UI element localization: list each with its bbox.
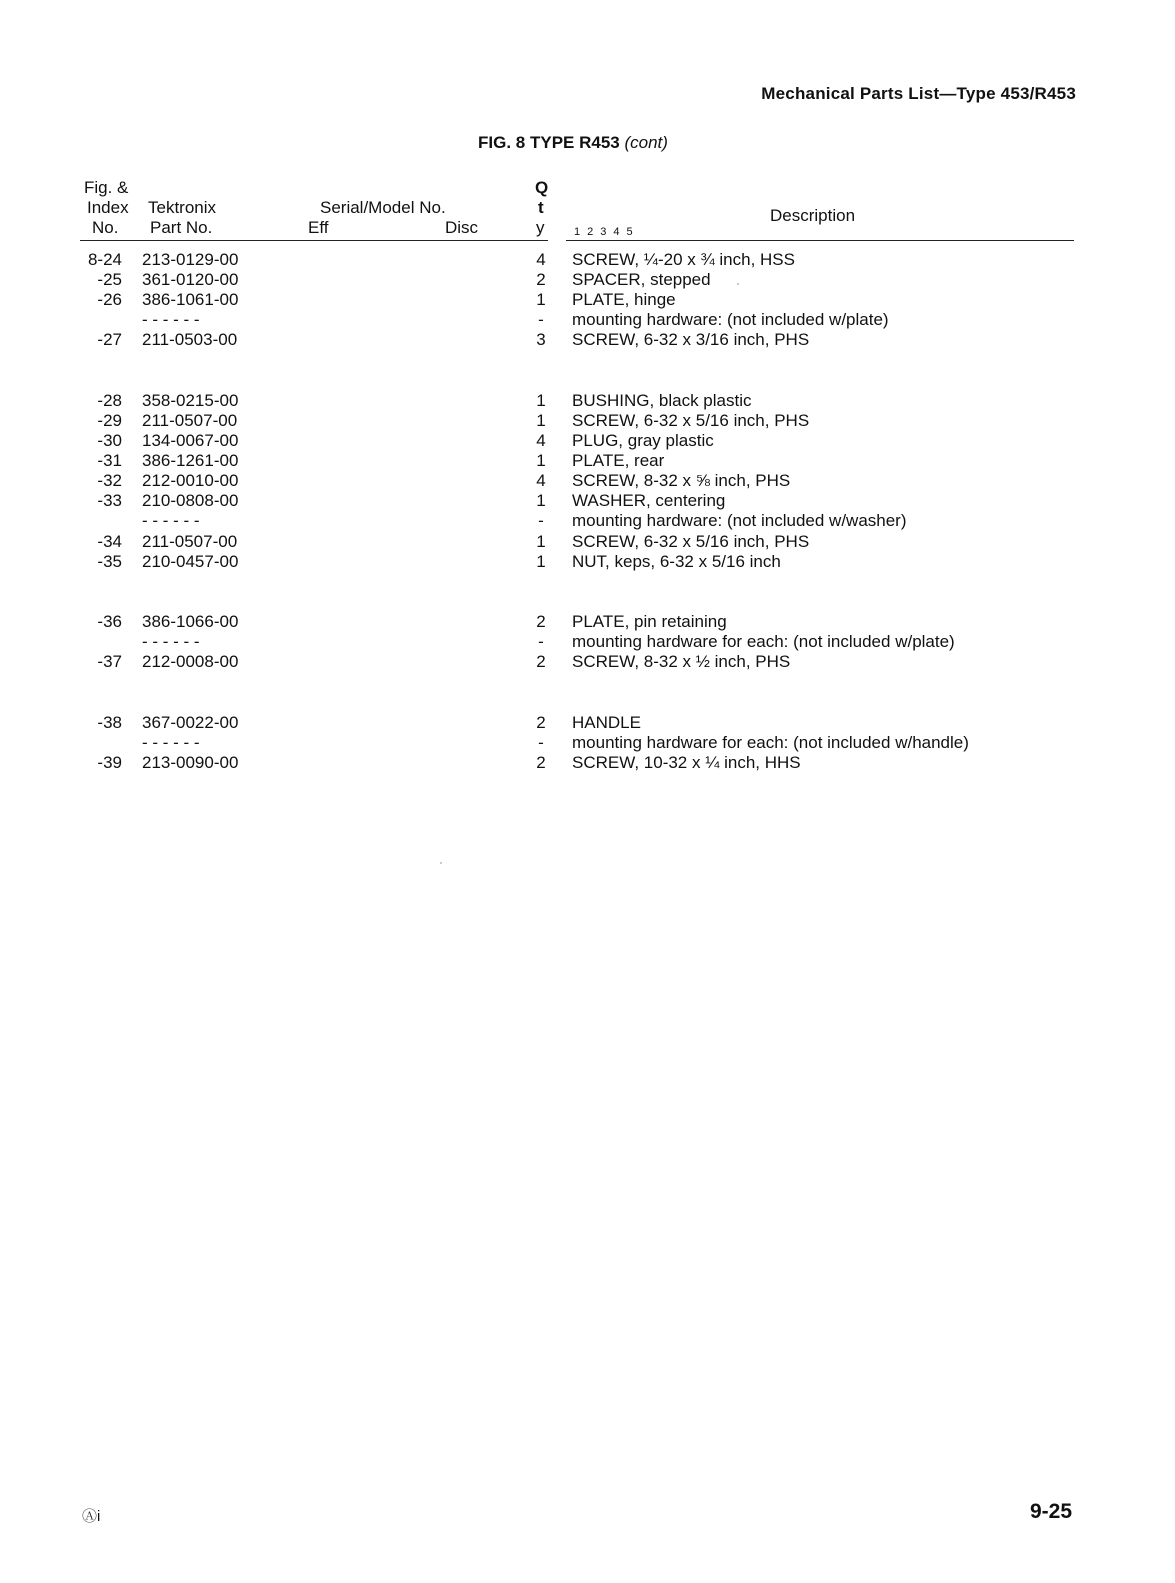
header-disc: Disc: [445, 218, 479, 237]
quantity: 2: [536, 713, 546, 732]
footer-mark: Ⓐi: [82, 1508, 101, 1525]
header-rule-right: [566, 240, 1074, 241]
table-row: [0, 391, 1175, 411]
description: SCREW, 10-32 x ¼ inch, HHS: [572, 753, 801, 772]
table-row: [0, 713, 1175, 733]
part-number: 386-1066-00: [142, 612, 239, 631]
table-row: [0, 632, 1175, 652]
header-serial-model: Serial/Model No.: [320, 198, 446, 217]
index-number: -33: [97, 491, 122, 510]
quantity: 1: [536, 532, 546, 551]
index-number: -27: [97, 330, 122, 349]
scan-speck: [440, 862, 442, 864]
index-number: 8-24: [87, 250, 122, 269]
header-no: No.: [92, 218, 119, 237]
table-row: [0, 491, 1175, 511]
quantity: 2: [536, 270, 546, 289]
description: SCREW, ¼-20 x ¾ inch, HSS: [572, 250, 795, 269]
description: WASHER, centering: [572, 491, 726, 510]
table-row: [0, 552, 1175, 572]
quantity: 1: [536, 491, 546, 510]
table-row: [0, 612, 1175, 632]
description: SCREW, 8-32 x ½ inch, PHS: [572, 652, 791, 671]
quantity: 1: [536, 411, 546, 430]
description: SCREW, 6-32 x 5/16 inch, PHS: [572, 411, 810, 430]
part-number: - - - - - -: [142, 310, 200, 329]
description: SPACER, stepped: [572, 270, 711, 289]
part-number: 134-0067-00: [142, 431, 239, 450]
table-row: [0, 330, 1175, 350]
table-row: [0, 652, 1175, 672]
header-qty-y: y: [536, 218, 545, 237]
part-number: 212-0008-00: [142, 652, 239, 671]
table-row: [0, 733, 1175, 753]
table-row: [0, 471, 1175, 491]
index-number: -31: [97, 451, 122, 470]
scan-speck: [737, 283, 739, 285]
part-number: 213-0129-00: [142, 250, 239, 269]
header-qty-t: t: [538, 198, 544, 217]
part-number: 358-0215-00: [142, 391, 239, 410]
description: HANDLE: [572, 713, 641, 732]
quantity: 1: [536, 552, 546, 571]
index-number: -34: [97, 532, 122, 551]
part-number: 210-0457-00: [142, 552, 239, 571]
header-levels: 12345: [574, 226, 640, 238]
quantity: 2: [536, 652, 546, 671]
index-number: -35: [97, 552, 122, 571]
table-row: [0, 753, 1175, 773]
header-fig: Fig. &: [84, 178, 129, 197]
table-row: [0, 511, 1175, 531]
part-number: 361-0120-00: [142, 270, 239, 289]
description: mounting hardware for each: (not included w/plate): [572, 632, 955, 651]
running-head: Mechanical Parts List—Type 453/R453: [761, 84, 1076, 103]
header-part-no: Part No.: [150, 218, 213, 237]
index-number: -36: [97, 612, 122, 631]
description: PLATE, rear: [572, 451, 665, 470]
description: BUSHING, black plastic: [572, 391, 752, 410]
description: SCREW, 6-32 x 3/16 inch, PHS: [572, 330, 810, 349]
index-number: -38: [97, 713, 122, 732]
quantity: -: [538, 733, 544, 752]
part-number: 211-0503-00: [142, 330, 238, 349]
quantity: 2: [536, 612, 546, 631]
part-number: 367-0022-00: [142, 713, 239, 732]
description: PLUG, gray plastic: [572, 431, 714, 450]
index-number: -26: [97, 290, 122, 309]
table-row: [0, 411, 1175, 431]
table-row: [0, 250, 1175, 270]
part-number: - - - - - -: [142, 511, 200, 530]
part-number: 210-0808-00: [142, 491, 239, 510]
header-index: Index: [87, 198, 129, 217]
description: mounting hardware: (not included w/washer): [572, 511, 907, 530]
quantity: 2: [536, 753, 546, 772]
part-number: 213-0090-00: [142, 753, 239, 772]
quantity: 4: [536, 250, 546, 269]
description: mounting hardware for each: (not included w/handle): [572, 733, 969, 752]
header-rule-left: [80, 240, 548, 241]
quantity: 4: [536, 431, 546, 450]
quantity: 1: [536, 391, 546, 410]
part-number: 211-0507-00: [142, 411, 238, 430]
description: mounting hardware: (not included w/plate): [572, 310, 889, 329]
figure-cont: (cont): [624, 133, 668, 152]
quantity: -: [538, 511, 544, 530]
description: SCREW, 6-32 x 5/16 inch, PHS: [572, 532, 810, 551]
index-number: -37: [97, 652, 122, 671]
description: SCREW, 8-32 x ⅝ inch, PHS: [572, 471, 791, 490]
part-number: - - - - - -: [142, 733, 200, 752]
header-eff: Eff: [308, 218, 329, 237]
quantity: 3: [536, 330, 546, 349]
table-row: [0, 451, 1175, 471]
table-row: [0, 431, 1175, 451]
quantity: -: [538, 310, 544, 329]
index-number: -28: [97, 391, 122, 410]
figure-label: FIG. 8: [478, 133, 526, 152]
part-number: 212-0010-00: [142, 471, 239, 490]
header-qty-q: Q: [535, 178, 549, 197]
page-number: 9-25: [1029, 1500, 1072, 1523]
description: PLATE, pin retaining: [572, 612, 727, 631]
table-row: [0, 270, 1175, 290]
quantity: -: [538, 632, 544, 651]
figure-type: TYPE R453: [529, 133, 620, 152]
description: NUT, keps, 6-32 x 5/16 inch: [572, 552, 781, 571]
part-number: - - - - - -: [142, 632, 200, 651]
part-number: 386-1061-00: [142, 290, 239, 309]
table-row: [0, 532, 1175, 552]
part-number: 211-0507-00: [142, 532, 238, 551]
index-number: -25: [97, 270, 122, 289]
header-tektronix: Tektronix: [148, 198, 217, 217]
table-row: [0, 310, 1175, 330]
index-number: -39: [97, 753, 122, 772]
index-number: -30: [97, 431, 122, 450]
index-number: -29: [97, 411, 122, 430]
quantity: 1: [536, 290, 546, 309]
table-row: [0, 290, 1175, 310]
index-number: -32: [97, 471, 122, 490]
part-number: 386-1261-00: [142, 451, 239, 470]
header-description: Description: [770, 206, 856, 225]
quantity: 4: [536, 471, 546, 490]
figure-title: [478, 133, 668, 153]
quantity: 1: [536, 451, 546, 470]
description: PLATE, hinge: [572, 290, 676, 309]
